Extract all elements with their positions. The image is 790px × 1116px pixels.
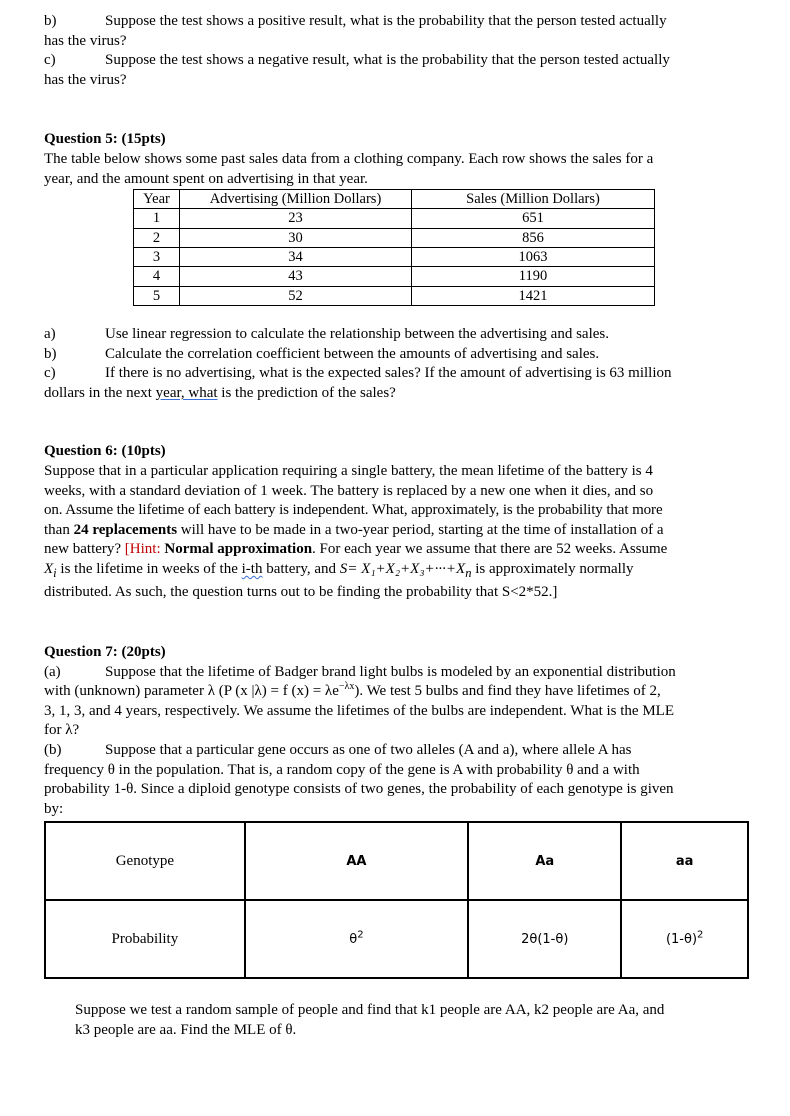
math-subscript: i xyxy=(53,565,57,580)
math-sum: S= X₁+X₂+X₃+···+X xyxy=(339,560,466,577)
q7-final-paragraph xyxy=(75,1001,750,1040)
exponent: 2 xyxy=(697,929,704,941)
q5-part-a xyxy=(44,325,750,345)
text-segment: new battery? xyxy=(44,541,125,558)
table-row xyxy=(45,900,748,978)
q5-c-label: c) xyxy=(44,365,56,382)
math-exponent: −λx xyxy=(338,681,355,693)
cell-advertising: 30 xyxy=(180,228,412,247)
cell-advertising: 52 xyxy=(180,286,412,305)
cell-year: 3 xyxy=(134,248,180,267)
q7-part-a xyxy=(44,663,750,683)
text-segment: ). We test 5 bulbs and find they have lifetimes of 2, xyxy=(354,683,661,700)
text-segment: battery, and xyxy=(262,560,340,577)
table-row xyxy=(134,248,655,267)
sales-table-header-row xyxy=(134,190,655,209)
cell-genotype-aa: aa xyxy=(621,822,748,900)
q6-line3: on. Assume the lifetime of each battery is independent. What, approximately, is the probability that more xyxy=(44,502,663,519)
q5-c-text-line2 xyxy=(44,384,750,404)
cell-genotype-AA: AA xyxy=(245,822,468,900)
q4-c-label: c) xyxy=(44,52,56,69)
q6-line1: Suppose that in a particular application requiring a single battery, the mean lifetime of the battery is 4 xyxy=(44,462,653,479)
cell-year: 2 xyxy=(134,228,180,247)
prob-text: $\theta^2$ xyxy=(349,929,364,947)
q7-b-label: (b) xyxy=(44,742,62,759)
q7-a-line4: for λ? xyxy=(44,722,80,739)
q5-intro-line1: The table below shows some past sales data from a clothing company. Each row shows the sales for a xyxy=(44,150,654,167)
q5-a-text: Use linear regression to calculate the relationship between the advertising and sales. xyxy=(105,325,609,342)
q5-intro-line2: year, and the amount spent on advertising in that year. xyxy=(44,170,368,187)
q7-a-label: (a) xyxy=(44,663,61,680)
bold-text: 24 replacements xyxy=(73,521,178,538)
q5-b-label: b) xyxy=(44,345,57,362)
q7-b-line2: frequency θ in the population. That is, a random copy of the gene is A with probability θ and a with xyxy=(44,761,640,778)
cell-sales: 1190 xyxy=(412,267,655,286)
cell-advertising: 43 xyxy=(180,267,412,286)
grammar-flag-underline: year, what xyxy=(155,384,218,401)
table-row xyxy=(134,267,655,286)
cell-advertising: 34 xyxy=(180,248,412,267)
cell-sales: 1421 xyxy=(412,286,655,305)
q4-b-label: b) xyxy=(44,13,57,29)
cell-probability-Aa: 2θ(1-θ) xyxy=(468,900,621,978)
q6-line6 xyxy=(44,560,750,584)
q6-line7: distributed. As such, the question turns out to be finding the probability that S<2*52.] xyxy=(44,584,558,601)
sales-table xyxy=(133,189,655,306)
bold-text: Normal approximation xyxy=(164,541,313,558)
q4-b-text-line1: Suppose the test shows a positive result, what is the probability that the person tested actually xyxy=(105,13,667,29)
cell-probability-AA xyxy=(245,900,468,978)
q6-line4 xyxy=(44,521,750,541)
q4-b-text-line2: has the virus? xyxy=(44,32,127,49)
q4-part-b xyxy=(44,12,750,32)
q7-a-line3: 3, 1, 3, and 4 years, respectively. We assume the lifetimes of the bulbs are independent. What is the MLE xyxy=(44,702,675,719)
text-segment: dollars in the next xyxy=(44,384,156,401)
cell-year: 5 xyxy=(134,286,180,305)
cell-probability-aa xyxy=(621,900,748,978)
cell-year: 1 xyxy=(134,209,180,228)
q7-b-line1: Suppose that a particular gene occurs as one of two alleles (A and a), where allele A has xyxy=(105,742,632,759)
page-content xyxy=(44,12,750,1041)
cell-sales: 856 xyxy=(412,228,655,247)
q7-b-line3: probability 1-θ. Since a diploid genotype consists of two genes, the probability of each genotype is given xyxy=(44,781,674,798)
col-header-year: Year xyxy=(134,190,180,209)
cell-sales: 1063 xyxy=(412,248,655,267)
q6-line5 xyxy=(44,540,750,560)
hint-label: [Hint: xyxy=(124,541,161,558)
cell-genotype-label: Genotype xyxy=(45,822,245,900)
table-row xyxy=(134,286,655,305)
spacer xyxy=(44,90,750,130)
col-header-sales: Sales (Million Dollars) xyxy=(412,190,655,209)
math-subscript: n xyxy=(465,565,472,580)
spacer xyxy=(44,403,750,442)
cell-genotype-Aa: Aa xyxy=(468,822,621,900)
math-var: X xyxy=(44,560,54,577)
q5-part-b xyxy=(44,345,750,365)
genotype-table xyxy=(44,821,749,979)
q7-final-line2: k3 people are aa. Find the MLE of θ. xyxy=(75,1022,297,1038)
cell-sales: 651 xyxy=(412,209,655,228)
text-segment: is the prediction of the sales? xyxy=(217,384,396,401)
text-segment: . For each year we assume that there are 52 weeks. Assume xyxy=(312,541,668,558)
q5-b-text: Calculate the correlation coefficient between the amounts of advertising and sales. xyxy=(105,345,600,362)
text-segment: with (unknown) parameter λ (P (x |λ) = f (x) = λe xyxy=(44,683,339,700)
q5-part-c xyxy=(44,364,750,384)
text-segment: is the lifetime in weeks of the xyxy=(56,560,242,577)
q6-title: Question 6: (10pts) xyxy=(44,443,166,460)
prob-text: $(1-\theta)^2$ xyxy=(665,929,704,947)
table-row xyxy=(134,228,655,247)
q5-title: Question 5: (15pts) xyxy=(44,131,166,148)
q4-part-c xyxy=(44,51,750,71)
q4-c-text-line1: Suppose the test shows a negative result, what is the probability that the person tested actually xyxy=(105,52,670,69)
q5-a-label: a) xyxy=(44,325,56,342)
exponent: 2 xyxy=(357,929,364,941)
cell-advertising: 23 xyxy=(180,209,412,228)
q6-line2: weeks, with a standard deviation of 1 week. The battery is replaced by a new one when it dies, and so xyxy=(44,482,654,499)
q7-title: Question 7: (20pts) xyxy=(44,644,166,661)
q7-a-line2 xyxy=(44,682,750,702)
q5-c-text-line1: If there is no advertising, what is the expected sales? If the amount of advertising is 63 million xyxy=(105,365,672,382)
text-segment: will have to be made in a two-year period, starting at the time of installation of a xyxy=(177,521,664,538)
spacer xyxy=(44,306,750,325)
table-row xyxy=(45,822,748,900)
spacer xyxy=(44,603,750,643)
q4-c-text-line2: has the virus? xyxy=(44,71,127,88)
q7-a-line1: Suppose that the lifetime of Badger brand light bulbs is modeled by an exponential distribution xyxy=(105,663,676,680)
text-segment: than xyxy=(44,521,74,538)
cell-probability-label: Probability xyxy=(45,900,245,978)
q7-part-b xyxy=(44,741,750,761)
table-row xyxy=(134,209,655,228)
q7-final-line1: Suppose we test a random sample of people and find that k1 people are AA, k2 people are Aa, and xyxy=(75,1002,665,1019)
cell-year: 4 xyxy=(134,267,180,286)
col-header-advertising: Advertising (Million Dollars) xyxy=(180,190,412,209)
q7-b-line4: by: xyxy=(44,800,64,817)
spellcheck-underline: i-th xyxy=(241,560,263,577)
text-segment: is approximately normally xyxy=(471,560,634,577)
